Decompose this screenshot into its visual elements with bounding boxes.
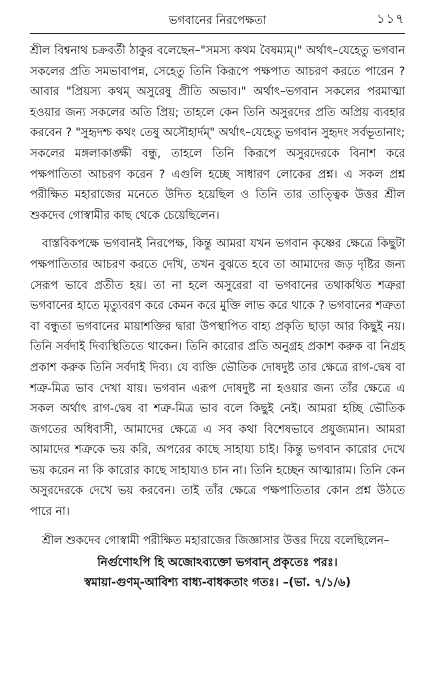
body-text <box>30 40 405 592</box>
running-header <box>30 6 405 36</box>
chapter-title: ভগবানের নিরপেক্ষতা <box>168 13 267 27</box>
book-page <box>0 6 431 687</box>
verse-line-1: নির্গুণোঽপি হি অজোঽব্যক্তো ভগবান্ প্রকৃতেঃ পরঃ। <box>97 555 338 570</box>
verse-line-2: স্বমায়া-গুণম্-আবিশ্য বাধ্য-বাধকতাং গতঃ। –(ভা. ৭/১/৬) <box>84 575 351 590</box>
paragraph-2: বাস্তবিকপক্ষে ভগবানই নিরপেক্ষ, কিন্তু আমরা যখন ভগবান কৃষ্ণের ক্ষেত্রে কিছুটা পক্ষপাতিতার আচরণ করতে দেখি, তখন বুঝতে হবে তা আমাদের জড় দৃষ্টির জন্য সেরূপ ভাবে প্রতীত হয়। তা না হলে অসুরেরা বা ভগবানের তথাকথিত শত্রুরা ভগবানের হাতে মৃত্যুবরণ করে কেমন করে মুক্তি লাভ করে থাকে ? ভগবানের শত্রুতা বা বন্ধুতা ভগবানের মায়াশক্তির দ্বারা উপস্থাপিত বাহ্য প্রকৃতি ছাড়া আর কিছুই নয়। তিনি সর্বদাই দিব্যস্থিতিতে থাকেন। তিনি কারোর প্রতি অনুগ্রহ প্রকাশ করুক বা নিগ্রহ প্রকাশ করুক তিনি সর্বদাই দিব্য। যে ব্যক্তি ভৌতিক দোষদুষ্ট তার ক্ষেত্রে রাগ-দ্বেষ বা শত্রু-মিত্র ভাব দেখা যায়। ভগবান এরূপ দোষদুষ্ট না হওয়ার জন্য তাঁর ক্ষেত্রে এ সকল অর্থাৎ রাগ-দ্বেষ বা শত্রু-মিত্র ভাব বলে কিছুই নেই। আমরা হচ্ছি ভৌতিক জগতের অধিবাসী, আমাদের ক্ষেত্রে এ সব কথা বিশেষভাবে প্রযুজ্যমান। আমরা আমাদের শত্রুকে ভয় করি, অপরের কাছে সাহায্য চাই। কিন্তু ভগবান কারোর দেখে ভয় করেন না কি কারোর কাছে সাহায্যও চান না। তিনি হচ্ছেন আত্মারাম। তিনি কেন অসুরদেরকে দেখে ভয় করবেন। তাই তাঁর ক্ষেত্রে পক্ষপাতিতার কোন প্রশ্ন উঠতে পারে না। <box>30 236 405 519</box>
header-rule <box>30 33 405 34</box>
paragraph-1: শ্রীল বিশ্বনাথ চক্রবর্তী ঠাকুর বলেছেন–"সমস্য কথম বৈষম্যম্।" অর্থাৎ–যেহেতু ভগবান সকলের প্রতি সমভাবাপন্ন, সেহেতু তিনি কিরূপে পক্ষপাত আচরণ করতে পারেন ? আবার "প্রিয়স্য কথম্ অসুরেষু প্রীতি অভাব।" অর্থাৎ–ভগবান সকলের পরমাত্মা হওয়ার জন্য সকলের অতি প্রিয়; তাহলে কেন তিনি অসুরদের প্রতি অপ্রিয় ব্যবহার করবেন ? "সুহৃদশ্চ কথং তেষু অসৌহার্দম্" অর্থাৎ–যেহেতু ভগবান সুহৃদং সর্বভূতানাং; সকলের মঙ্গলাকাঙ্ক্ষী বন্ধু, তাহলে তিনি কিরূপে অসুরদেরকে বিনাশ করে পক্ষপাতিতা আচরণ করেন ? এগুলি হচ্ছে সাধারণ লোকের প্রশ্ন। এ সকল প্রশ্ন পরীক্ষিত মহারাজের মনেতে উদিত হয়েছিল ও তিনি তার তাত্ত্বিক উত্তর শ্রীল শুকদেব গোস্বামীর কাছ থেকে চেয়েছিলেন। <box>30 43 405 222</box>
page-number: ১১৭ <box>376 12 405 27</box>
paragraph-3: শ্রীল শুকদেব গোস্বামী পরীক্ষিত মহারাজের জিজ্ঞাসার উত্তর দিয়ে বলেছিলেন– <box>42 532 390 547</box>
